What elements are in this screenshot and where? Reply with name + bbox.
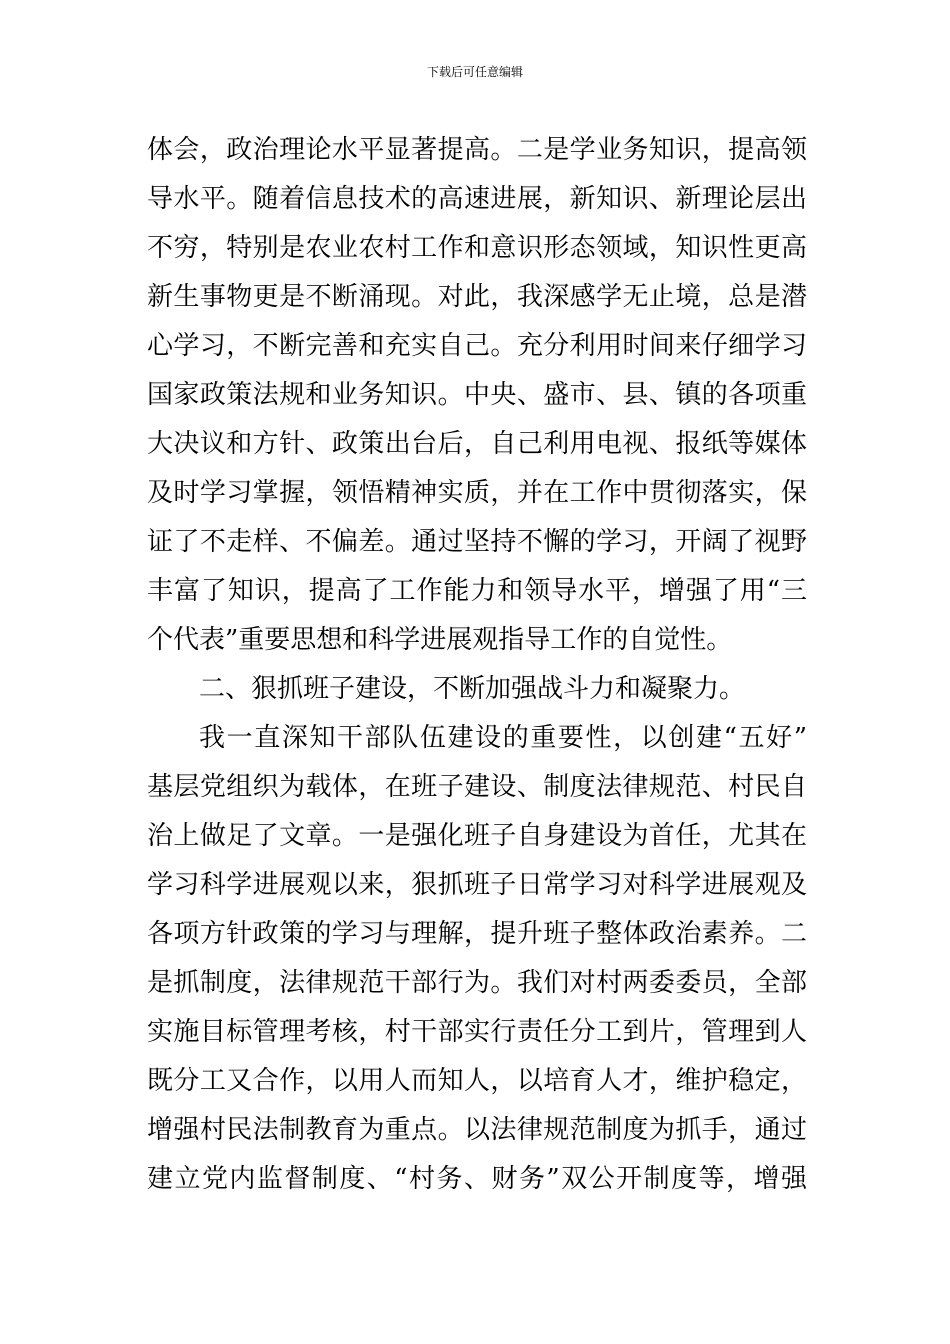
page-header: 下载后可任意编辑	[426, 65, 523, 79]
text-line: 体会，政治理论水平显著提高。二是学业务知识，提高领	[147, 135, 807, 165]
text-line: 不穷，特别是农业农村工作和意识形态领域，知识性更高	[147, 233, 807, 263]
text-line: 实施目标管理考核，村干部实行责任分工到片，管理到人	[147, 1017, 807, 1047]
text-line: 导水平。随着信息技术的高速进展，新知识、新理论层出	[147, 184, 807, 214]
text-line: 国家政策法规和业务知识。中央、盛市、县、镇的各项重	[147, 380, 807, 410]
text-line: 建立党内监督制度、“村务、财务”双公开制度等，增强	[147, 1164, 807, 1194]
text-line: 基层党组织为载体，在班子建设、制度法律规范、村民自	[147, 772, 807, 802]
text-line: 个代表”重要思想和科学进展观指导工作的自觉性。	[147, 625, 733, 655]
text-line: 治上做足了文章。一是强化班子自身建设为首任，尤其在	[147, 821, 807, 851]
text-line: 是抓制度，法律规范干部行为。我们对村两委委员，全部	[147, 968, 807, 998]
text-line: 大决议和方针、政策出台后，自己利用电视、报纸等媒体	[147, 429, 807, 459]
text-line: 证了不走样、不偏差。通过坚持不懈的学习，开阔了视野	[147, 527, 807, 557]
text-line: 新生事物更是不断涌现。对此，我深感学无止境，总是潜	[147, 282, 807, 312]
text-line: 增强村民法制教育为重点。以法律规范制度为抓手，通过	[147, 1115, 807, 1145]
text-line: 心学习，不断完善和充实自己。充分利用时间来仔细学习	[147, 331, 807, 361]
text-line: 学习科学进展观以来，狠抓班子日常学习对科学进展观及	[147, 870, 807, 900]
text-line: 既分工又合作，以用人而知人，以培育人才，维护稳定，	[147, 1066, 807, 1096]
text-line: 二、狠抓班子建设，不断加强战斗力和凝聚力。	[199, 674, 746, 704]
text-line: 及时学习掌握，领悟精神实质，并在工作中贯彻落实，保	[147, 478, 807, 508]
text-line: 各项方针政策的学习与理解，提升班子整体政治素养。二	[147, 919, 807, 949]
document-body	[147, 126, 807, 1204]
text-line: 我一直深知干部队伍建设的重要性，以创建“五好”	[199, 723, 807, 753]
text-line: 丰富了知识，提高了工作能力和领导水平，增强了用“三	[147, 576, 807, 606]
